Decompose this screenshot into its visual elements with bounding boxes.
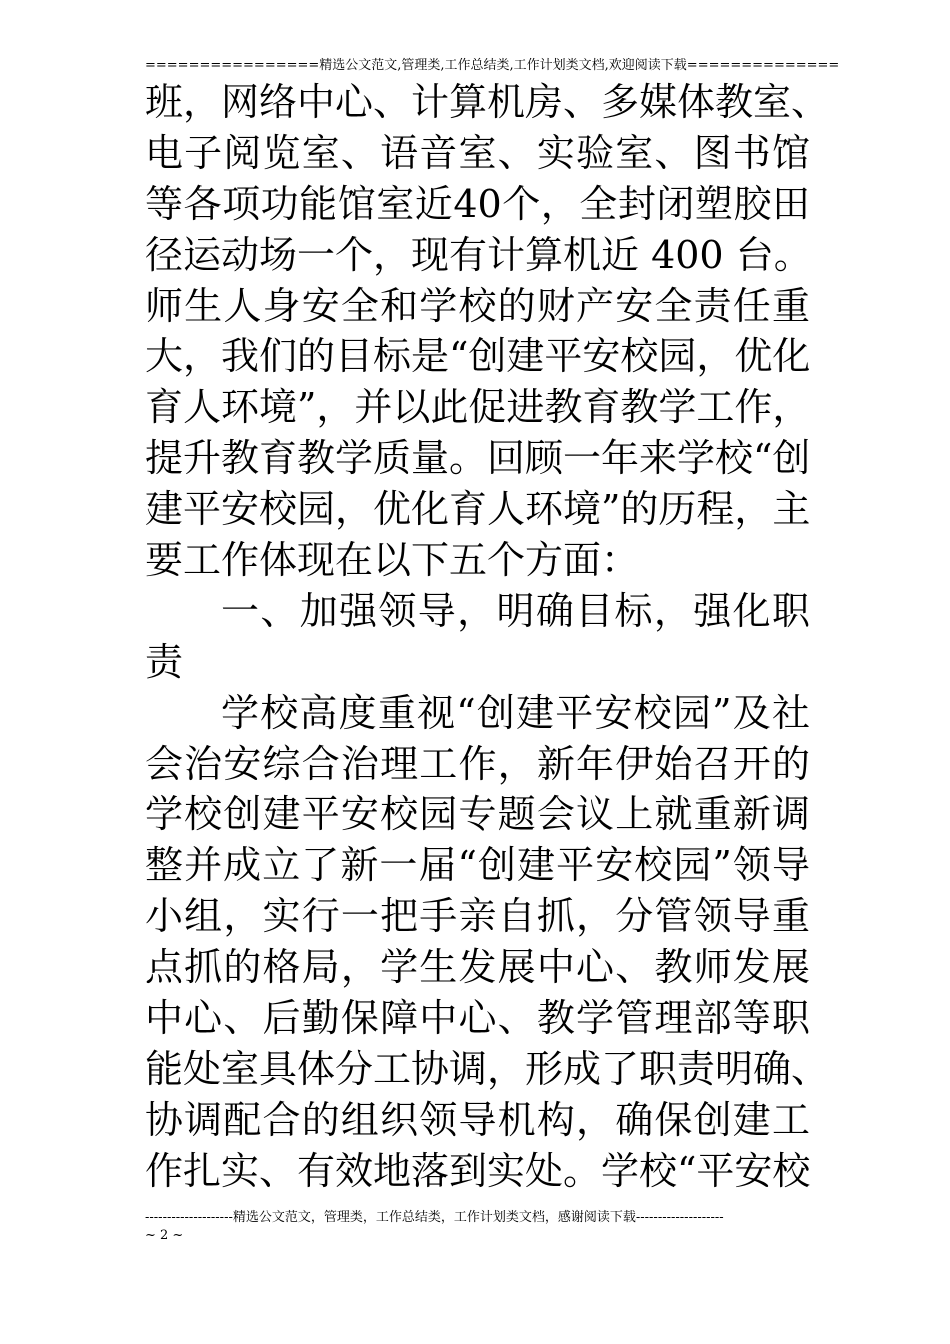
text-line: 会治安综合治理工作，新年伊始召开的	[145, 741, 810, 786]
text-line: 小组，实行一把手亲自抓，分管领导重	[145, 894, 810, 939]
text-line: 一、加强领导，明确目标，强化职	[221, 588, 810, 633]
text-line: 点抓的格局，学生发展中心、教师发展	[145, 945, 810, 990]
document-body	[145, 77, 830, 1197]
text-line: 整并成立了新一届“创建平安校园”领导	[145, 843, 810, 888]
text-line: 师生人身安全和学校的财产安全责任重	[145, 283, 810, 328]
text-line: 班，网络中心、计算机房、多媒体教室、	[145, 80, 830, 124]
text-line: 中心、后勤保障中心、教学管理部等职	[145, 996, 810, 1041]
page-header: ================精选公文范文,管理类,工作总结类,工作计划类文档,欢迎阅读下载==============	[145, 58, 840, 73]
text-line: 大，我们的目标是“创建平安校园，优化	[145, 334, 811, 379]
text-line: 作扎实、有效地落到实处。学校“平安校	[145, 1148, 811, 1193]
page-footer: --------------------精选公文范文，管理类，工作总结类，工作计划类文档，感谢阅读下载--------------------	[145, 1210, 724, 1225]
text-line: 学校创建平安校园专题会议上就重新调	[145, 792, 810, 837]
text-line: 育人环境”，并以此促进教育教学工作，	[145, 385, 811, 430]
text-line: 学校高度重视“创建平安校园”及社	[221, 690, 810, 735]
text-line: 要工作体现在以下五个方面：	[145, 538, 640, 583]
text-line: 协调配合的组织领导机构，确保创建工	[145, 1097, 810, 1142]
page-number: ~ 2 ~	[145, 1228, 184, 1243]
text-line: 电子阅览室、语音室、实验室、图书馆	[145, 130, 810, 175]
text-line: 能处室具体分工协调，形成了职责明确、	[145, 1046, 830, 1091]
text-line: 建平安校园，优化育人环境”的历程，主	[145, 487, 811, 532]
text-line: 提升教育教学质量。回顾一年来学校“创	[145, 436, 811, 481]
text-line: 径运动场一个，现有计算机近 400 台。	[145, 232, 812, 277]
text-line: 等各项功能馆室近40个，全封闭塑胶田	[145, 181, 810, 226]
text-line: 责	[145, 639, 184, 684]
